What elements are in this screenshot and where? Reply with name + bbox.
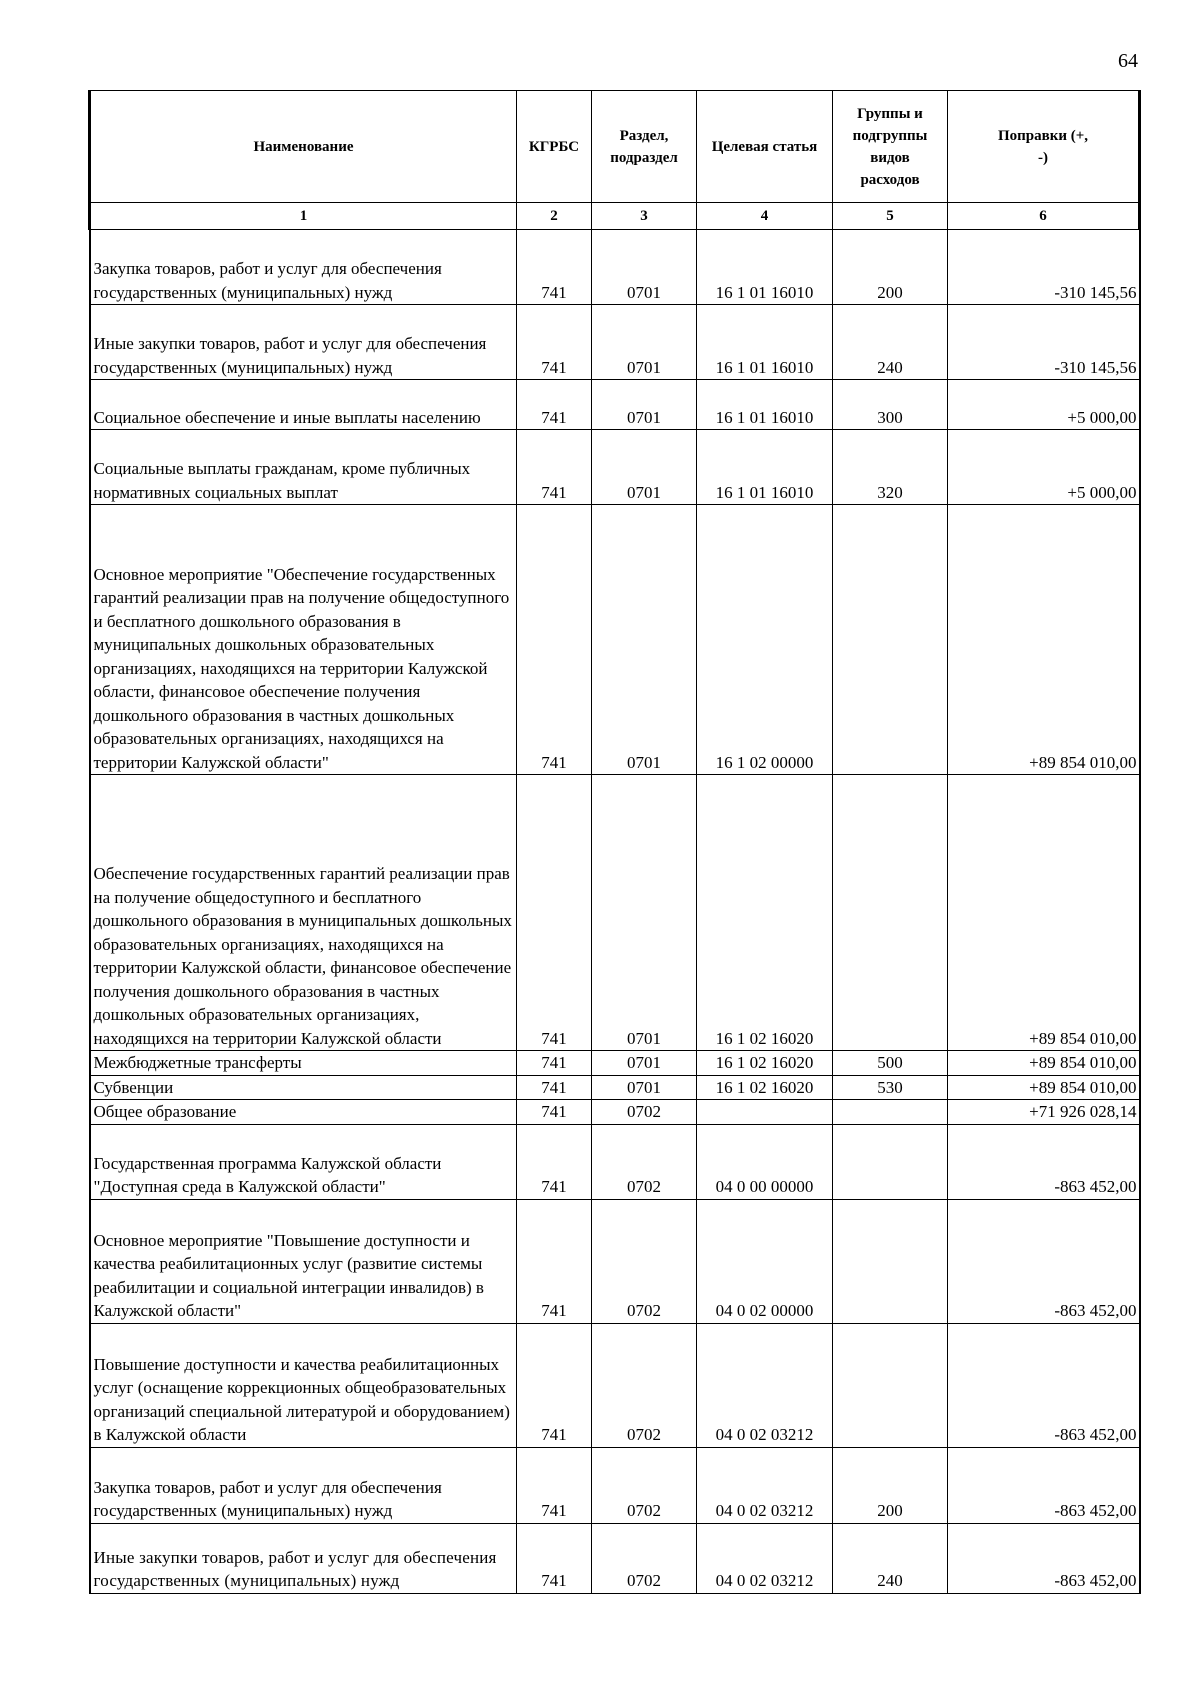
row-amount: +5 000,00 <box>948 430 1140 505</box>
row-name: Социальные выплаты гражданам, кроме публичных нормативных социальных выплат <box>90 430 517 505</box>
row-amount: -863 452,00 <box>948 1199 1140 1323</box>
row-group: 240 <box>833 1523 948 1593</box>
row-amount: -863 452,00 <box>948 1447 1140 1523</box>
column-number: 2 <box>517 203 592 230</box>
table-row <box>90 1523 1140 1593</box>
row-amount: -863 452,00 <box>948 1323 1140 1447</box>
table-row <box>90 305 1140 380</box>
row-amount: +89 854 010,00 <box>948 1051 1140 1076</box>
row-kgrbs: 741 <box>517 430 592 505</box>
row-name: Социальное обеспечение и иные выплаты населению <box>90 380 517 430</box>
header-section: Раздел, подраздел <box>592 91 697 203</box>
row-section: 0701 <box>592 380 697 430</box>
table-row <box>90 505 1140 775</box>
row-group <box>833 1199 948 1323</box>
row-name: Государственная программа Калужской области "Доступная среда в Калужской области" <box>90 1124 517 1199</box>
row-amount: -863 452,00 <box>948 1124 1140 1199</box>
column-number: 3 <box>592 203 697 230</box>
row-section: 0701 <box>592 775 697 1051</box>
row-name: Обеспечение государственных гарантий реализации прав на получение общедоступного и бесплатного дошкольного образования в муниципальных дошкольных образовательных организациях, находящихся на территории Калужской области, финансовое обеспечение получения дошкольного образования в частных дошкольных образовательных организациях, находящихся на территории Калужской области <box>90 775 517 1051</box>
column-number: 1 <box>90 203 517 230</box>
header-amendments: Поправки (+, -) <box>948 91 1140 203</box>
table-row <box>90 1124 1140 1199</box>
row-amount: -310 145,56 <box>948 230 1140 305</box>
table-row <box>90 1051 1140 1076</box>
budget-table <box>88 90 1141 1594</box>
row-target: 16 1 02 16020 <box>697 1051 833 1076</box>
row-section: 0702 <box>592 1100 697 1125</box>
row-group <box>833 1323 948 1447</box>
row-target: 04 0 02 03212 <box>697 1523 833 1593</box>
row-target: 16 1 01 16010 <box>697 380 833 430</box>
row-name: Иные закупки товаров, работ и услуг для обеспечения государственных (муниципальных) нужд <box>90 305 517 380</box>
row-section: 0701 <box>592 1051 697 1076</box>
row-name: Основное мероприятие "Повышение доступности и качества реабилитационных услуг (развитие системы реабилитации и социальной интеграции инвалидов) в Калужской области" <box>90 1199 517 1323</box>
row-name: Закупка товаров, работ и услуг для обеспечения государственных (муниципальных) нужд <box>90 230 517 305</box>
row-target: 04 0 02 00000 <box>697 1199 833 1323</box>
row-target: 16 1 01 16010 <box>697 230 833 305</box>
table-row <box>90 380 1140 430</box>
row-kgrbs: 741 <box>517 505 592 775</box>
row-group: 320 <box>833 430 948 505</box>
row-kgrbs: 741 <box>517 1447 592 1523</box>
row-section: 0701 <box>592 505 697 775</box>
row-amount: +5 000,00 <box>948 380 1140 430</box>
row-group: 300 <box>833 380 948 430</box>
column-number: 6 <box>948 203 1140 230</box>
table-row <box>90 775 1140 1051</box>
table-row <box>90 1100 1140 1125</box>
row-kgrbs: 741 <box>517 1075 592 1100</box>
row-section: 0702 <box>592 1199 697 1323</box>
row-group <box>833 1100 948 1125</box>
row-section: 0702 <box>592 1523 697 1593</box>
column-number-row <box>90 203 1140 230</box>
row-group: 200 <box>833 1447 948 1523</box>
table-row <box>90 1075 1140 1100</box>
row-target: 16 1 01 16010 <box>697 430 833 505</box>
column-number: 4 <box>697 203 833 230</box>
table-row <box>90 430 1140 505</box>
row-kgrbs: 741 <box>517 305 592 380</box>
row-kgrbs: 741 <box>517 1199 592 1323</box>
row-target: 04 0 02 03212 <box>697 1447 833 1523</box>
row-group <box>833 1124 948 1199</box>
row-name: Субвенции <box>90 1075 517 1100</box>
row-name: Повышение доступности и качества реабилитационных услуг (оснащение коррекционных общеобразовательных организаций специальной литературой и оборудованием) в Калужской области <box>90 1323 517 1447</box>
row-section: 0701 <box>592 305 697 380</box>
table-row <box>90 1323 1140 1447</box>
row-section: 0702 <box>592 1323 697 1447</box>
row-name: Основное мероприятие "Обеспечение государственных гарантий реализации прав на получение общедоступного и бесплатного дошкольного образования в муниципальных дошкольных образовательных организациях, находящихся на территории Калужской области, финансовое обеспечение получения дошкольного образования в частных дошкольных образовательных организациях, находящихся на территории Калужской области" <box>90 505 517 775</box>
table-row <box>90 1199 1140 1323</box>
row-amount: +89 854 010,00 <box>948 1075 1140 1100</box>
row-group: 500 <box>833 1051 948 1076</box>
row-name: Закупка товаров, работ и услуг для обеспечения государственных (муниципальных) нужд <box>90 1447 517 1523</box>
row-target: 04 0 02 03212 <box>697 1323 833 1447</box>
row-section: 0701 <box>592 230 697 305</box>
row-kgrbs: 741 <box>517 1100 592 1125</box>
row-kgrbs: 741 <box>517 1124 592 1199</box>
table-row <box>90 1447 1140 1523</box>
row-target <box>697 1100 833 1125</box>
row-target: 16 1 02 16020 <box>697 1075 833 1100</box>
table-row <box>90 230 1140 305</box>
header-name: Наименование <box>90 91 517 203</box>
row-target: 16 1 02 16020 <box>697 775 833 1051</box>
row-group: 530 <box>833 1075 948 1100</box>
row-group <box>833 505 948 775</box>
row-name: Общее образование <box>90 1100 517 1125</box>
row-target: 04 0 00 00000 <box>697 1124 833 1199</box>
header-target: Целевая статья <box>697 91 833 203</box>
column-number: 5 <box>833 203 948 230</box>
row-kgrbs: 741 <box>517 230 592 305</box>
row-section: 0701 <box>592 430 697 505</box>
row-section: 0702 <box>592 1447 697 1523</box>
row-amount: +89 854 010,00 <box>948 775 1140 1051</box>
table-header-row <box>90 91 1140 203</box>
row-kgrbs: 741 <box>517 1323 592 1447</box>
row-kgrbs: 741 <box>517 775 592 1051</box>
row-kgrbs: 741 <box>517 380 592 430</box>
row-group: 240 <box>833 305 948 380</box>
row-kgrbs: 741 <box>517 1051 592 1076</box>
row-amount: -863 452,00 <box>948 1523 1140 1593</box>
row-amount: +89 854 010,00 <box>948 505 1140 775</box>
row-section: 0701 <box>592 1075 697 1100</box>
row-target: 16 1 02 00000 <box>697 505 833 775</box>
row-target: 16 1 01 16010 <box>697 305 833 380</box>
row-section: 0702 <box>592 1124 697 1199</box>
row-kgrbs: 741 <box>517 1523 592 1593</box>
row-amount: -310 145,56 <box>948 305 1140 380</box>
page-number: 64 <box>1118 50 1138 72</box>
row-amount: +71 926 028,14 <box>948 1100 1140 1125</box>
row-group: 200 <box>833 230 948 305</box>
header-groups: Группы и подгруппы видов расходов <box>833 91 948 203</box>
row-group <box>833 775 948 1051</box>
row-name: Межбюджетные трансферты <box>90 1051 517 1076</box>
header-kgrbs: КГРБС <box>517 91 592 203</box>
row-name: Иные закупки товаров, работ и услуг для обеспечения государственных (муниципальных) нужд <box>90 1523 517 1593</box>
